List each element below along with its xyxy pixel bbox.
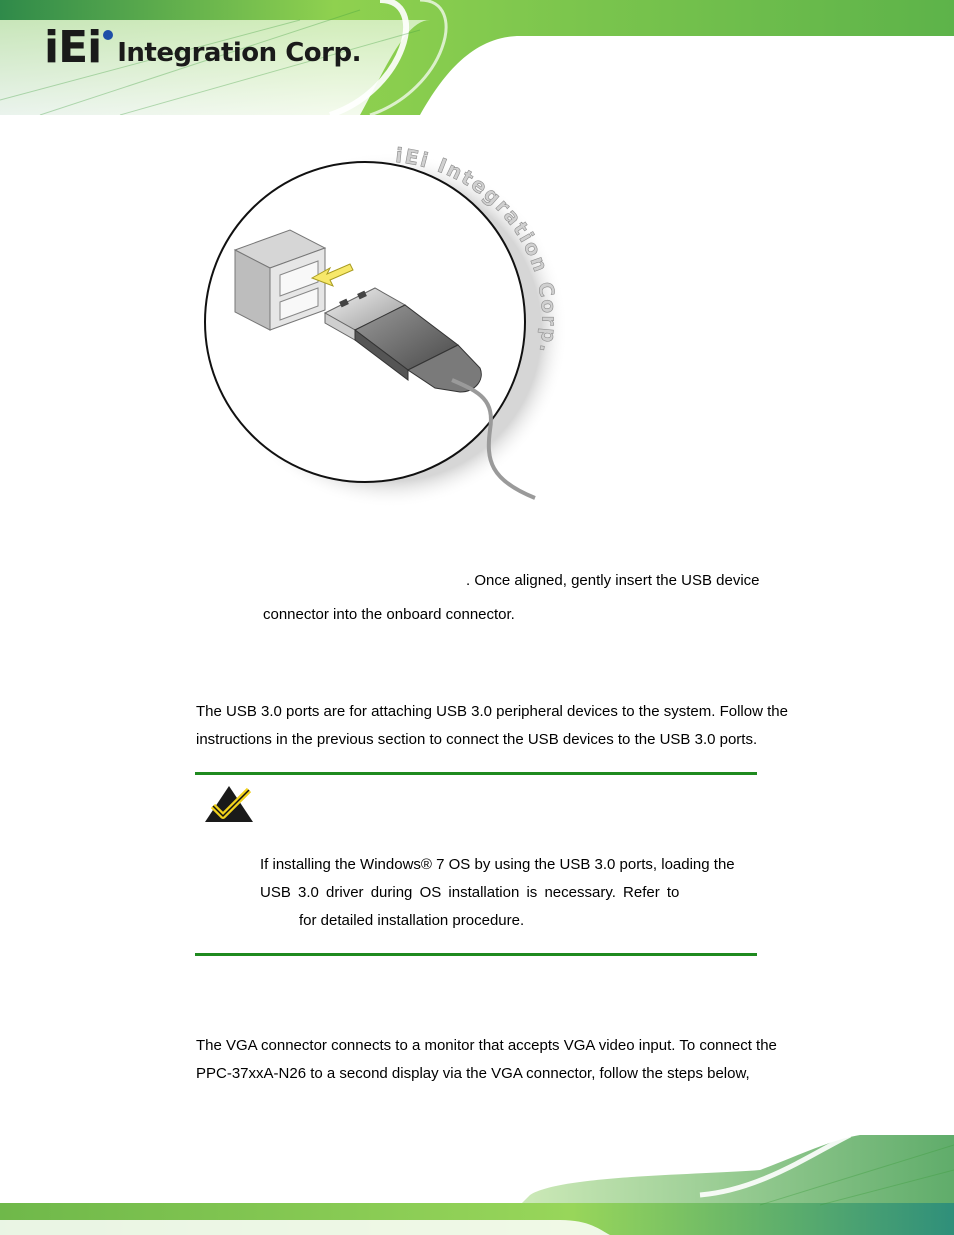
checkmark-note-icon (203, 784, 255, 824)
note-line2: USB 3.0 driver during OS installation is necessary. Refer to (260, 884, 680, 901)
figure-watermark: iEi Integration Corp. (394, 143, 562, 357)
note-line1: If installing the Windows® 7 OS by using the USB 3.0 ports, loading the (260, 856, 735, 873)
vga-paragraph-line1: The VGA connector connects to a monitor that accepts VGA video input. To connect the (196, 1037, 777, 1054)
vga-paragraph-line2: PPC-37xxA-N26 to a second display via the VGA connector, follow the steps below, (196, 1065, 750, 1082)
logo-mark: iEi (44, 22, 102, 73)
note-line3: for detailed installation procedure. (299, 912, 525, 929)
usb-port-icon (235, 230, 325, 330)
usb3-paragraph-line2: instructions in the previous section to connect the USB devices to the USB 3.0 ports. (196, 731, 758, 748)
note-bottom-rule (195, 953, 757, 956)
usb3-paragraph-line1: The USB 3.0 ports are for attaching USB 3.0 peripheral devices to the system. Follow the (196, 703, 788, 720)
step-text-line1: . Once aligned, gently insert the USB device (466, 572, 760, 589)
footer-banner (0, 1135, 954, 1235)
usb-insertion-figure (190, 130, 580, 520)
step-text-line2: connector into the onboard connector. (263, 606, 515, 623)
logo-dot-icon (103, 30, 113, 40)
company-logo (44, 22, 361, 73)
logo-text: Integration Corp. (117, 38, 361, 68)
note-top-rule (195, 772, 757, 775)
